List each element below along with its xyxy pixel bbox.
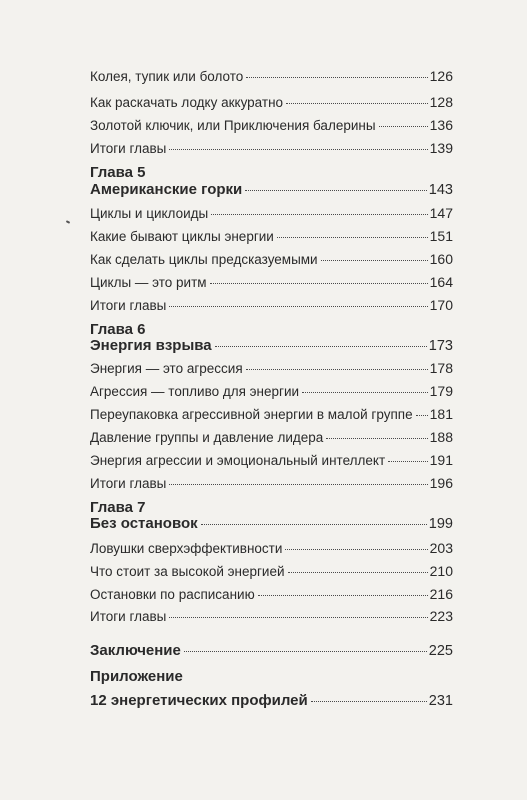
conclusion-row: Заключение 225 — [90, 642, 453, 659]
chapter-title-row: Без остановок 199 — [90, 515, 453, 532]
toc-entry: Давление группы и давление лидера 188 — [90, 429, 453, 445]
chapter-title-row: Энергия взрыва 173 — [90, 337, 453, 354]
appendix-label: Приложение — [90, 668, 183, 685]
chapter-label: Глава 5 — [90, 164, 146, 181]
toc-entry: Итоги главы 139 — [90, 140, 453, 156]
toc-entry: Какие бывают циклы энергии 151 — [90, 228, 453, 244]
chapter-label: Глава 7 — [90, 499, 146, 516]
toc-entry: Как сделать циклы предсказуемыми 160 — [90, 251, 453, 267]
chapter-title-row: Американские горки 143 — [90, 181, 453, 198]
paper-speck — [66, 220, 70, 224]
chapter-label: Глава 6 — [90, 321, 146, 338]
toc-entry: Как раскачать лодку аккуратно 128 — [90, 94, 453, 110]
toc-entry: Золотой ключик, или Приключения балерины 136 — [90, 117, 453, 133]
toc-entry: Энергия агрессии и эмоциональный интеллект 191 — [90, 452, 453, 468]
toc-entry: Агрессия — топливо для энергии 179 — [90, 383, 453, 399]
toc-entry: Итоги главы 196 — [90, 475, 453, 491]
toc-entry: Ловушки сверхэффективности 203 — [90, 540, 453, 556]
toc-entry: Циклы и циклоиды 147 — [90, 205, 453, 221]
toc-entry: Остановки по расписанию 216 — [90, 586, 453, 602]
toc-entry: Колея, тупик или болото 126 — [90, 68, 453, 84]
toc-entry: Итоги главы 170 — [90, 297, 453, 313]
toc-entry: Энергия — это агрессия 178 — [90, 360, 453, 376]
toc-entry: Итоги главы 223 — [90, 608, 453, 624]
toc-entry: Что стоит за высокой энергией 210 — [90, 563, 453, 579]
profiles-row: 12 энергетических профилей 231 — [90, 692, 453, 709]
toc-entry: Циклы — это ритм 164 — [90, 274, 453, 290]
toc-entry: Переупаковка агрессивной энергии в малой группе 181 — [90, 406, 453, 422]
